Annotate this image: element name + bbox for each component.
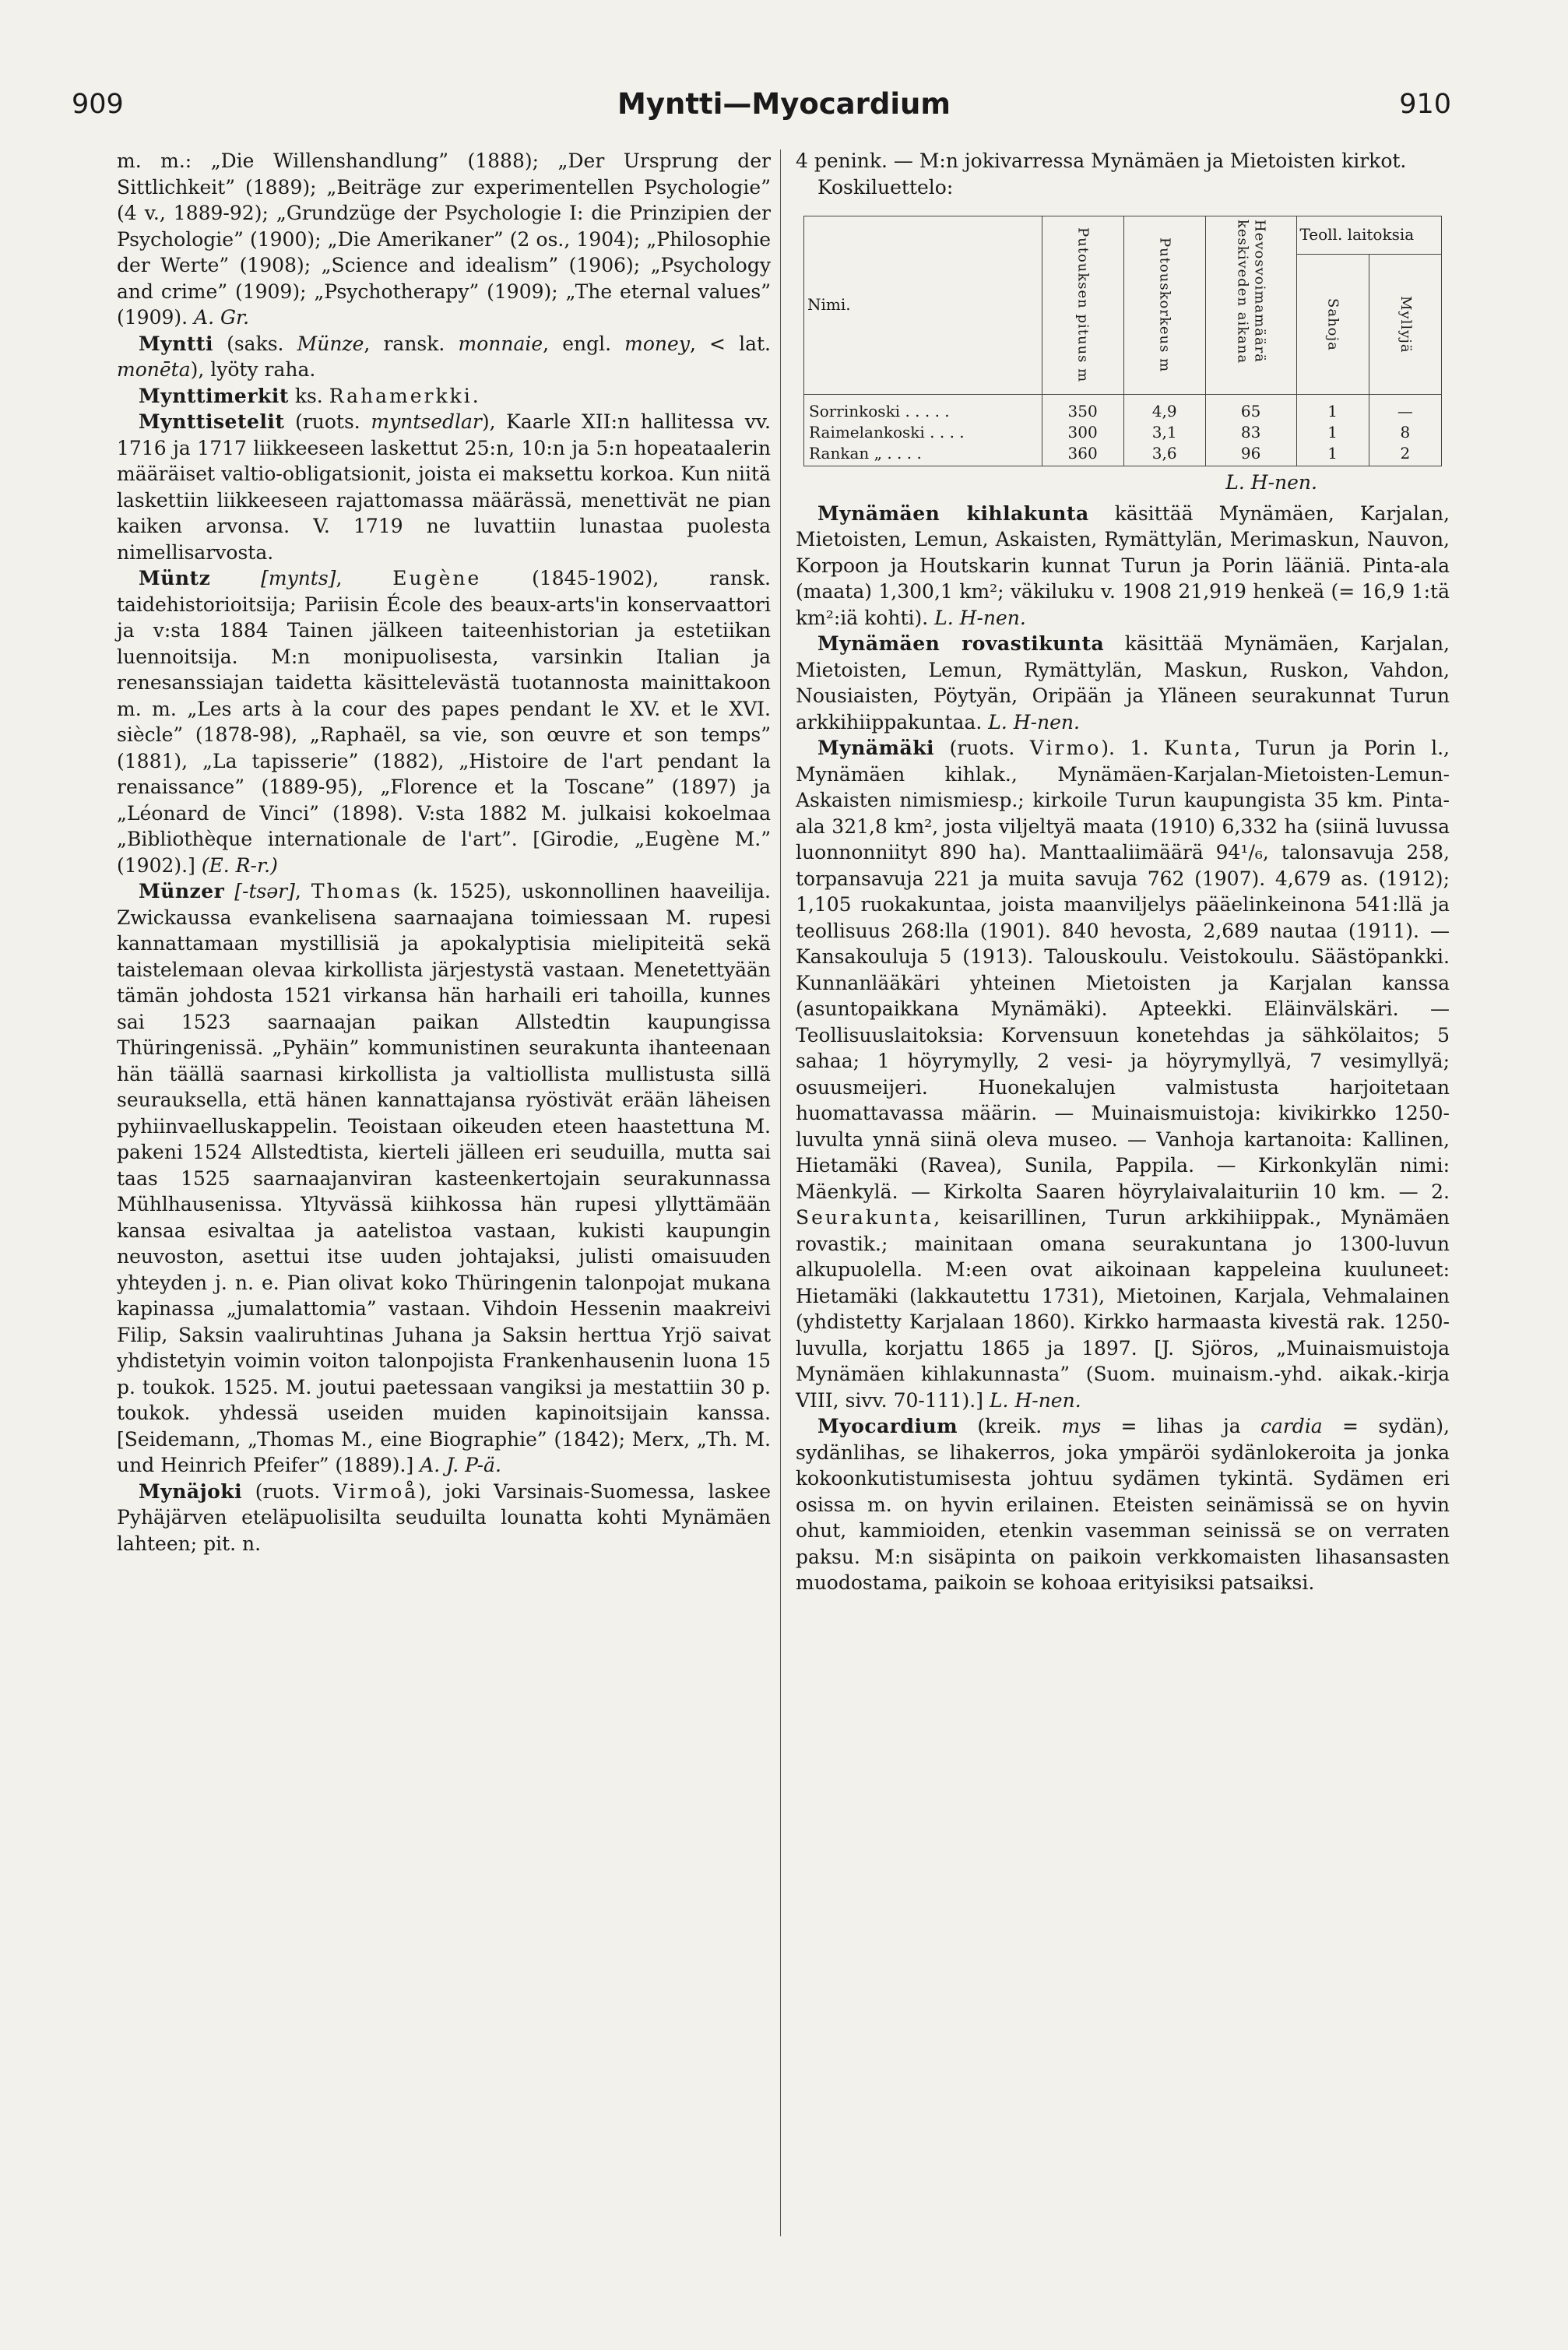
text-run: (ruots. bbox=[242, 1479, 333, 1503]
col-header-height: Putouskorkeus m bbox=[1123, 216, 1205, 395]
cell-length: 300 bbox=[1042, 422, 1123, 443]
cell-mills: — bbox=[1369, 395, 1441, 423]
cell-height: 3,6 bbox=[1123, 443, 1205, 466]
article-paragraph bbox=[796, 631, 1450, 735]
text-run: (saks. bbox=[213, 332, 297, 355]
text-run: [-tsər] bbox=[234, 880, 295, 902]
text-run: (ruots. bbox=[934, 737, 1030, 759]
text-run: monēta bbox=[117, 358, 191, 381]
text-run: L. H-nen. bbox=[989, 1388, 1081, 1412]
entry-headword: Mynttisetelit bbox=[139, 410, 285, 433]
text-run: ). 1. bbox=[1101, 737, 1164, 759]
text-run: mys bbox=[1061, 1415, 1102, 1437]
cell-power: 96 bbox=[1205, 443, 1296, 466]
cell-mills: 8 bbox=[1369, 422, 1441, 443]
cell-height: 3,1 bbox=[1123, 422, 1205, 443]
cell-sawmills: 1 bbox=[1296, 395, 1369, 423]
article-paragraph bbox=[117, 148, 771, 331]
table-row bbox=[804, 395, 1442, 423]
page-number-right: 910 bbox=[1399, 89, 1451, 120]
text-run: = sydän), sydänlihas, se lihakerros, joka ympäröi sydänlokeroita ja jonka kokoonkutistumisesta johtuu sydämen tykintä. Sydämen eri osissa m. on hyvin erilainen. Eteisten seinämissä se on hyvin ohut, kammioiden, etenkin vasemman seinissä se on verraten paksu. M:n sisäpinta on paikoin verkkomaisten lihasansasten muodostama, paikoin se kohoaa erityisiksi patsaiksi. bbox=[796, 1415, 1450, 1594]
cell-height: 4,9 bbox=[1123, 395, 1205, 423]
article-paragraph bbox=[796, 501, 1450, 631]
col-header-mills: Myllyjä bbox=[1369, 255, 1441, 395]
entry-headword: Mynämäki bbox=[817, 737, 935, 759]
article-paragraph bbox=[796, 1413, 1450, 1596]
text-run: , Turun ja Porin l., Mynämäen kihlak., Mynämäen-Karjalan-Mietoisten-Lemun-Askaisten nimismiesp.; kirkoile Turun kaupungista 35 km. Pinta-ala 321,8 km², josta viljeltyä maata (1910) 6,332 ha (siinä luvussa luonnonniityt 890 ha). Manttaaliimäärä 94¹/₆, talonsavuja 258, torpansavuja 221 ja muita savuja 762 (1907). 4,679 as. (1912); 1,105 ruokakuntaa, joista maanviljelys pääelinkeinona 541:llä ja teollisuus 268:lla (1901). 840 hevosta, 2,689 nautaa (1911). — Kansakouluja 5 (1913). Talouskoulu. Veistokoulu. Säästöpankki. Kunnanlääkäri yhteinen Mietoisten ja Karjalan kanssa (asuntopaikkana Mynämäki). Apteekki. Eläinvälskäri. — Teollisuuslaitoksia: Korvensuun konetehdas ja sähkölaitos; 5 sahaa; 1 höyrymylly, 2 vesi- ja höyrymyllyä, 7 vesimyllyä; osuusmeijeri. Huonekalujen valmistusta harjoitetaan huomattavassa määrin. — Muinaismuistoja: kivikirkko 1250-luvulta ynnä siinä oleva museo. — Vanhoja kartanoita: Kallinen, Hietamäki (Ravea), Sunila, Pappila. — Kirkonkylän nimi: Mäenkylä. — Kirkolta Saaren höyrylaivalaituriin 10 km. — 2. bbox=[796, 737, 1450, 1203]
text-run: , bbox=[294, 880, 311, 902]
entry-headword: Müntz bbox=[139, 567, 211, 589]
article-paragraph bbox=[117, 878, 771, 1479]
text-run: 4 penink. — M:n jokivarressa Mynämäen ja Mietoisten kirkot. bbox=[796, 150, 1407, 172]
article-paragraph bbox=[796, 735, 1450, 1413]
text-run: (1845-1902), ransk. taidehistorioitsija; Pariisin École des beaux-arts'in konservaattori ja v:sta 1884 Tainen jälkeen taiteenhistorian ja estetiikan luennoitsija. M:n monipuolisesta, varsinkin Italian ja renesanssiajan taidetta käsittelevästä tuotannosta mainittakoon m. m. „Les arts à la cour des papes pendant le XV. et le XVI. siècle” (1878-98), „Raphaël, sa vie, son œuvre et son temps” (1881), „La tapisserie” (1882), „Histoire de l'art pendant la renaissance” (1889-95), „Florence et la Toscane” (1897) ja „Léonard de Vinci” (1898). V:sta 1882 M. julkaisi kokoelmaa „Bibliothèque internationale de l'art”. [Girodie, „Eugène M.” (1902).] bbox=[117, 567, 771, 877]
table-signature: L. H-nen. bbox=[1225, 471, 1317, 494]
article-paragraph bbox=[796, 148, 1450, 174]
article-paragraph bbox=[117, 331, 771, 383]
right-column-body bbox=[796, 501, 1450, 1596]
cell-sawmills: 1 bbox=[1296, 422, 1369, 443]
text-run: (E. R-r.) bbox=[201, 853, 278, 877]
col-header-name: Nimi. bbox=[804, 216, 1042, 395]
right-column bbox=[796, 148, 1450, 1596]
text-run: ), joki Varsinais-Suomessa, laskee Pyhäjärven eteläpuolisilta seuduilta lounatta kohti Mynämäen lahteen; pit. n. bbox=[117, 1479, 771, 1555]
cell-name: Sorrinkoski . . . . . bbox=[804, 395, 1042, 423]
text-run: . bbox=[472, 384, 479, 407]
text-run: Münze bbox=[297, 332, 364, 355]
text-run: ks. bbox=[288, 384, 329, 407]
text-run: , keisarillinen, Turun arkkihiippak., Mynämäen rovastik.; mainitaan omana seurakuntana jo 1300-luvun alkupuolella. M:een ovat aikoinaan kappeleina kuuluneet: Hietamäki (lakkautettu 1731), Mietoinen, Karjala, Vehmalainen (yhdistetty Karjalaan 1860). Kirkko harmaasta kivestä rak. 1250-luvulla, korjattu 1865 ja 1897. [J. Sjöros, „Muinaismuistoja Mynämäen kihlakunnasta” (Suom. muinaism.-yhd. aikak.-kirja VIII, sivv. 70-111).] bbox=[796, 1206, 1450, 1412]
text-run bbox=[224, 880, 234, 902]
text-run: , bbox=[336, 567, 393, 589]
cell-name: Rankan „ . . . . bbox=[804, 443, 1042, 466]
article-paragraph bbox=[117, 1479, 771, 1557]
column-divider bbox=[780, 150, 781, 2236]
cell-length: 350 bbox=[1042, 395, 1123, 423]
cell-power: 65 bbox=[1205, 395, 1296, 423]
article-paragraph bbox=[117, 565, 771, 878]
text-run bbox=[210, 567, 261, 589]
cell-mills: 2 bbox=[1369, 443, 1441, 466]
text-run: Koskiluettelo: bbox=[817, 175, 954, 199]
text-run: [mynts] bbox=[261, 567, 336, 589]
text-run: (kreik. bbox=[958, 1415, 1062, 1437]
col-header-length: Putouksen pituus m bbox=[1042, 216, 1123, 395]
table-row bbox=[804, 422, 1442, 443]
cell-name: Raimelankoski . . . . bbox=[804, 422, 1042, 443]
entry-headword: Mynämäen rovastikunta bbox=[817, 632, 1105, 655]
text-run: käsittää Mynämäen, Karjalan, Mietoisten, Lemun, Rymättylän, Maskun, Ruskon, Vahdon, Nousiaisten, Pöytyän, Oripään ja Yläneen seurakunnat Turun arkkihiippakuntaa. bbox=[796, 632, 1450, 733]
text-run: cardia bbox=[1260, 1415, 1323, 1437]
page-header bbox=[0, 84, 1568, 131]
cell-sawmills: 1 bbox=[1296, 443, 1369, 466]
text-run: Rahamerkki bbox=[329, 384, 473, 407]
text-run: (k. 1525), uskonnollinen haaveilija. Zwickaussa evankelisena saarnaajana toimiessaan M. rupesi kannattamaan mystillisiä ja apokalyptisia mielipiteitä sekä taistelemaan olevaa kirkollista järjestystä vastaan. Menetettyään tämän johdosta 1521 virkansa hän harhaili eri tahoilla, kunnes sai 1523 saarnaajan paikan Allstedtin kaupungissa Thüringenissä. „Pyhäin” kommunistinen seurakunta ihanteenaan hän täällä saarnasi kirkollista ja valtiollista mullistusta sillä seurauksella, että hänen kannattajansa ryöstivät erään läheisen pyhiinvaelluskappelin. Teoistaan oikeuden eteen haastettuna M. pakeni 1524 Allstedtista, kierteli jälleen eri seuduilla, mutta sai taas 1525 saarnaajanviran kasteenkertojain seurakunnassa Mühlhausenissa. Yltyvässä kiihkossa hän rupesi yllyttämään kansaa esivaltaa ja aatelistoa vastaan, kukisti kaupungin neuvoston, asettui itse uuden johtajaksi, julisti omaisuuden yhteyden j. n. e. Pian olivat koko Thüringenin talonpojat mukana kapinassa „jumalattomia” vastaan. Vihdoin Hessenin maakreivi Filip, Saksin vaaliruhtinas Juhana ja Saksin herttua Yrjö saivat yhdistetyin voimin voiton talonpojista Frankenhausenin luona 15 p. toukok. 1525. M. joutui paetessaan vangiksi ja mestattiin 30 p. toukok. yhdessä useiden muiden kapinoitsijain kanssa. [Seidemann, „Thomas M., eine Biographie” (1842); Merx, „Th. M. und Heinrich Pfeifer” (1889).] bbox=[117, 880, 771, 1476]
entry-headword: Münzer bbox=[139, 880, 225, 902]
col-header-industry: Teoll. laitoksia bbox=[1296, 216, 1442, 255]
text-run: käsittää Mynämäen, Karjalan, Mietoisten, Lemun, Askaisten, Rymättylän, Merimaskun, Nauvon, Korpoon ja Houtskarin kunnat Turun ja Porin lääniä. Pinta-ala (maata) 1,300,1 km²; väkiluku v. 1908 21,919 henkeä (= 16,9 1:tä km²:iä kohti). bbox=[796, 501, 1450, 629]
text-run: L. H-nen. bbox=[934, 606, 1026, 629]
col-header-power: Hevosvoimamäärä keskiveden aikana bbox=[1205, 216, 1296, 395]
article-paragraph bbox=[117, 409, 771, 565]
article-paragraph bbox=[796, 174, 1450, 201]
text-run: Seurakunta bbox=[796, 1206, 934, 1229]
text-run: A. Gr. bbox=[194, 306, 250, 329]
text-run: Thomas bbox=[311, 880, 403, 902]
rapids-table bbox=[803, 216, 1442, 466]
text-run: L. H-nen. bbox=[988, 710, 1080, 733]
text-run: , engl. bbox=[543, 332, 625, 355]
text-run: , ransk. bbox=[364, 332, 459, 355]
text-run: ), lyöty raha. bbox=[190, 358, 316, 381]
rapids-table-wrapper bbox=[803, 216, 1442, 496]
text-run: money bbox=[624, 332, 690, 355]
text-run: ), Kaarle XII:n hallitessa vv. 1716 ja 1717 liikkeeseen laskettut 25:n, 10:n ja 5:n hopeataalerin määräiset valtio-obligatsionit, joista ei maksettu korkoa. Kun niitä laskettiin liikkeeseen rajattomassa määrässä, menettivät ne pian kaiken arvonsa. V. 1719 ne luvattiin lunastaa puolesta nimellisarvosta. bbox=[117, 410, 771, 564]
text-run: (ruots. bbox=[284, 410, 371, 433]
col-header-sawmills: Sahoja bbox=[1296, 255, 1369, 395]
entry-headword: Myocardium bbox=[817, 1415, 958, 1437]
entry-headword: Mynäjoki bbox=[139, 1479, 243, 1503]
page-number-left: 909 bbox=[72, 89, 124, 120]
entry-headword: Mynämäen kihlakunta bbox=[817, 501, 1089, 525]
cell-length: 360 bbox=[1042, 443, 1123, 466]
text-run: myntsedlar bbox=[371, 410, 482, 433]
text-run: Eugène bbox=[392, 567, 482, 589]
article-paragraph bbox=[117, 383, 771, 410]
left-column-body bbox=[117, 148, 771, 1557]
right-column-intro bbox=[796, 148, 1450, 200]
entry-headword: Mynttimerkit bbox=[139, 384, 289, 407]
text-run: Virmo bbox=[1029, 737, 1102, 759]
text-run: m. m.: „Die Willenshandlung” (1888); „Der Ursprung der Sittlichkeit” (1889); „Beiträge zur experimentellen Psychologie” (4 v., 1889-92); „Grundzüge der Psychologie I: die Prinzipien der Psychologie” (1900); „Die Amerikaner” (2 os., 1904); „Philosophie der Werte” (1908); „Science and idealism” (1906); „Psychology and crime” (1909); „Psychotherapy” (1909); „The eternal values” (1909). bbox=[117, 150, 771, 329]
page-title: Myntti—Myocardium bbox=[617, 87, 951, 121]
text-run: Virmoå bbox=[332, 1479, 419, 1503]
left-column bbox=[117, 148, 771, 1557]
entry-headword: Myntti bbox=[139, 332, 213, 355]
text-run: = lihas ja bbox=[1101, 1415, 1260, 1437]
table-row bbox=[804, 443, 1442, 466]
text-run: , < lat. bbox=[689, 332, 771, 355]
text-run: monnaie bbox=[458, 332, 543, 355]
cell-power: 83 bbox=[1205, 422, 1296, 443]
text-run: Kunta bbox=[1164, 737, 1235, 759]
text-run: A. J. P-ä. bbox=[420, 1454, 501, 1476]
